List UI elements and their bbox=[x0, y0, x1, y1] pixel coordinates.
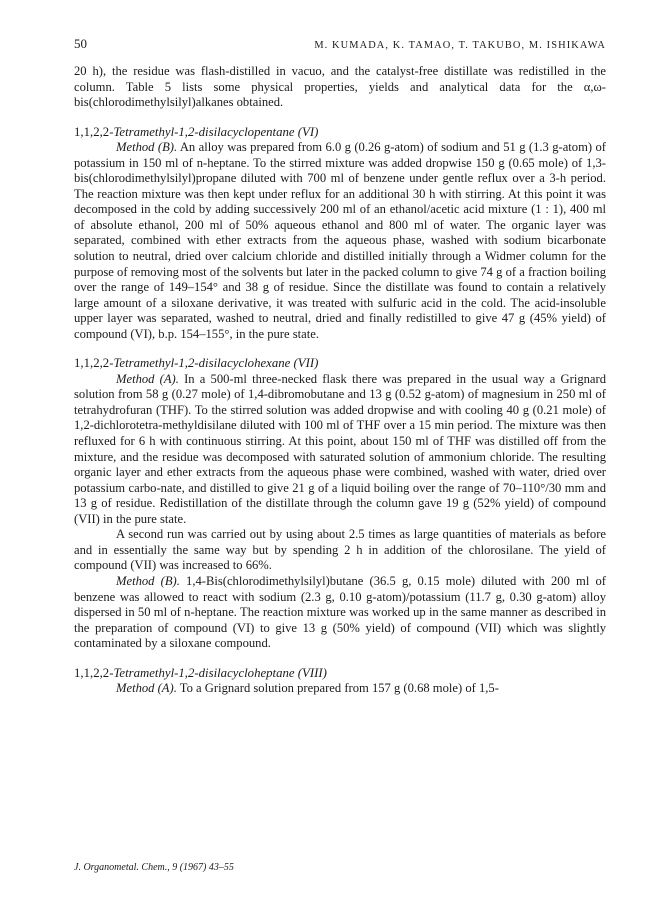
journal-citation: J. Organometal. Chem., 9 (1967) 43–55 bbox=[74, 862, 234, 873]
section-vi bbox=[74, 125, 606, 343]
page-number: 50 bbox=[74, 36, 87, 51]
section-heading bbox=[74, 125, 606, 141]
heading-prefix: 1,1,2,2- bbox=[74, 356, 114, 371]
paragraph-text: In a 500-ml three-necked flask there was prepared in the usual way a Grignard solution from 58 g (0.27 mole) of 1,4-dibromobutane and 13 g (0.52 g-atom) of magnesium in 250 ml of tetrahydrofuran (THF). To the stirred solution was added dropwise and with cooling 40 g (0.21 mole) of 1,2-dichlorotetra-methyldisilane diluted with 100 ml of THF over a 15 min period. The mixture was then refluxed for 6 h with continuous stirring. At this point, about 150 ml of THF was distilled off from the mixture, and the residue was decomposed with saturated solution of ammonium chloride. The resulting organic layer and ether extracts from the aqueous phase were combined, washed with water, dried over potassium carbo-nate, and distilled to give 21 g of a liquid boiling over the range of 70–110°/30 mm and 13 g of residue. Redistillation of the distillate through the column gave 19 g (52% yield) of compound (VII) in the pure state. bbox=[74, 371, 606, 526]
page bbox=[74, 36, 606, 697]
paragraph-text: To a Grignard solution prepared from 157 g (0.68 mole) of 1,5- bbox=[176, 681, 499, 696]
second-run-paragraph bbox=[74, 527, 606, 574]
method-label: Method (B). bbox=[116, 140, 178, 155]
heading-title: Tetramethyl-1,2-disilacyclohexane (VII) bbox=[113, 356, 319, 371]
method-paragraph bbox=[74, 681, 606, 697]
paragraph-text: 1,4-Bis(chlorodimethylsilyl)butane (36.5 g, 0.15 mole) diluted with 200 ml of benzene was allowed to react with sodium (2.3 g, 0.10 g-atom)/potassium (11.7 g, 0.30 g-atom) alloy dispersed in 50 ml of n-heptane. The reaction mixture was worked up in the same manner as described in the preparation of compound (VI) to give 13 g (50% yield) of compound (VII) which was slightly contaminated by a siloxane compound. bbox=[74, 573, 606, 651]
section-heading bbox=[74, 666, 606, 682]
method-paragraph bbox=[74, 140, 606, 342]
heading-prefix: 1,1,2,2- bbox=[74, 124, 114, 139]
section-heading bbox=[74, 356, 606, 372]
section-vii bbox=[74, 356, 606, 651]
method-paragraph bbox=[74, 574, 606, 652]
heading-prefix: 1,1,2,2- bbox=[74, 665, 114, 680]
heading-title: Tetramethyl-1,2-disilacycloheptane (VIII) bbox=[113, 665, 327, 680]
author-line: M. KUMADA, K. TAMAO, T. TAKUBO, M. ISHIKAWA bbox=[314, 40, 606, 51]
running-header bbox=[74, 36, 606, 64]
paragraph-text: An alloy was prepared from 6.0 g (0.26 g-atom) of sodium and 51 g (1.3 g-atom) of potassium in 150 ml of n-heptane. To the stirred mixture was added dropwise 150 g (0.65 mole) of 1,3-bis(chlorodimethylsilyl)propane diluted with 700 ml of benzene under gentle reflux over a 3-h period. The reaction mixture was then kept under reflux for an additional 30 h with stirring. At this point it was decomposed in the cold by adding successively 200 ml of an ethanol/acetic acid mixture (1 : 1), 400 ml of absolute ethanol, 200 ml of 50% aqueous ethanol and 800 ml of water. The organic layer was separated, combined with ether extracts from the aqueous phase, washed with sodium bicarbonate solution to neutral, dried over calcium chloride and distilled initially through a Widmer column for the purpose of removing most of the solvents but later in the packed column to give 74 g of a fraction boiling over the range of 149–154° and 38 g of residue. Since the distillate was found to contain a relatively large amount of a siloxane derivative, it was treated with sulfuric acid in the cold. The acid-insoluble upper layer was separated, washed to neutral, dried and finally redistilled to give 47 g (45% yield) of compound (VI), b.p. 154–155°, in the pure state. bbox=[74, 140, 606, 341]
method-label: Method (A). bbox=[116, 681, 177, 696]
method-paragraph bbox=[74, 372, 606, 527]
section-viii bbox=[74, 666, 606, 697]
method-label: Method (B). bbox=[116, 573, 180, 588]
paragraph-text: A second run was carried out by using about 2.5 times as large quantities of materials as before and in essentially the same way but by spending 2 h in addition of the chlorosilane. The yield of compound (VII) was increased to 66%. bbox=[74, 527, 606, 573]
intro-paragraph: 20 h), the residue was flash-distilled in vacuo, and the catalyst-free distillate was redistilled in the column. Table 5 lists some physical properties, yields and analytical data for the α,ω-bis(chlorodimethylsilyl)alkanes obtained. bbox=[74, 64, 606, 110]
heading-title: Tetramethyl-1,2-disilacyclopentane (VI) bbox=[113, 124, 319, 139]
method-label: Method (A). bbox=[116, 371, 179, 386]
